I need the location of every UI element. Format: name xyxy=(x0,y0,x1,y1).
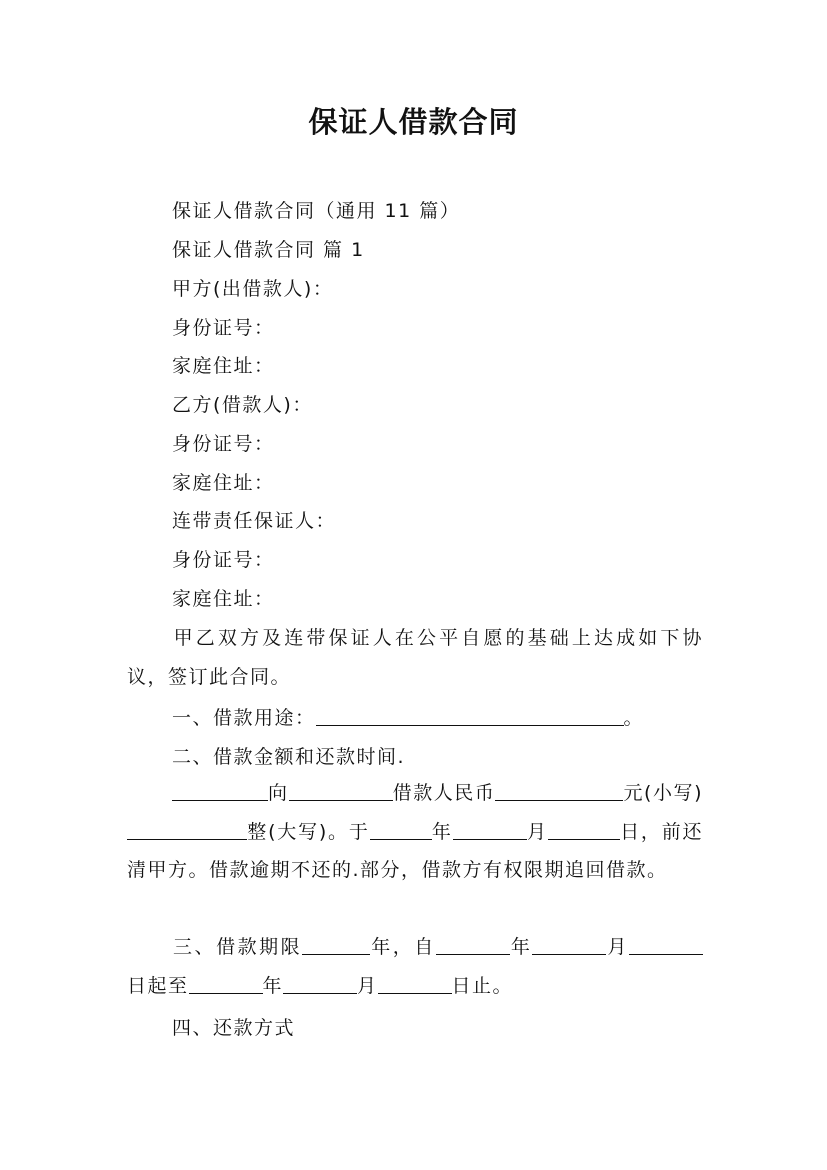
clause-2-title: 二、借款金额和还款时间. xyxy=(172,746,406,768)
clause-3-text-2: 年，自 xyxy=(370,936,436,958)
start-year-blank xyxy=(436,936,510,955)
lender-blank xyxy=(172,782,268,801)
clause-3-text-5: 日起至 xyxy=(127,974,189,997)
end-month-blank xyxy=(283,975,357,994)
clause-2-text-4: 整(大写)。于 xyxy=(247,820,370,843)
party-b-id-label: 身份证号： xyxy=(172,433,275,455)
end-year-blank xyxy=(189,975,263,994)
clause-2-text-5: 年 xyxy=(431,820,453,843)
section-heading: 保证人借款合同 篇 1 xyxy=(172,239,365,261)
borrower-blank xyxy=(289,782,393,801)
party-b-address-label: 家庭住址： xyxy=(172,472,275,494)
term-years-blank xyxy=(302,936,370,955)
start-month-blank xyxy=(532,936,606,955)
repay-year-blank xyxy=(370,821,432,840)
clause-2-text-6: 月 xyxy=(526,820,548,843)
clause-2-text-7: 日，前还清甲方。借款逾期不还的.部分，借款方有权限期追回借款。 xyxy=(127,820,703,882)
clause-4-title: 四、还款方式 xyxy=(172,1017,296,1039)
clause-2-paragraph xyxy=(127,774,703,890)
subtitle-line: 保证人借款合同（通用 11 篇） xyxy=(172,200,461,222)
clause-2-text-3: 元(小写) xyxy=(623,782,703,804)
start-day-blank xyxy=(629,936,703,955)
clause-3-paragraph xyxy=(127,928,703,1005)
guarantor-id-label: 身份证号： xyxy=(172,549,275,571)
clause-2-text-2: 借款人民币 xyxy=(392,782,496,804)
amount-figures-blank xyxy=(495,782,623,801)
intro-text: 甲乙双方及连带保证人在公平自愿的基础上达成如下协议，签订此合同。 xyxy=(127,627,703,688)
purpose-blank xyxy=(316,707,624,726)
clause-3-text-3: 年 xyxy=(509,936,533,958)
repay-day-blank xyxy=(548,821,620,840)
guarantor-address-label: 家庭住址： xyxy=(172,588,275,610)
amount-words-blank xyxy=(127,821,247,840)
intro-paragraph xyxy=(127,619,703,696)
party-a-id-label: 身份证号： xyxy=(172,317,275,339)
repay-month-blank xyxy=(453,821,527,840)
clause-2-text-1: 向 xyxy=(268,782,289,804)
end-day-blank xyxy=(378,975,452,994)
clause-1-end: 。 xyxy=(623,707,645,729)
clause-3-text-6: 年 xyxy=(262,974,284,997)
clause-3-text-7: 月 xyxy=(357,974,378,997)
party-b-label: 乙方(借款人)： xyxy=(172,394,313,416)
clause-3-text-8: 日止。 xyxy=(451,974,514,997)
party-a-address-label: 家庭住址： xyxy=(172,355,275,377)
guarantor-label: 连带责任保证人： xyxy=(172,510,337,532)
document-title: 保证人借款合同 xyxy=(308,105,519,139)
clause-1-label: 一、借款用途： xyxy=(172,707,316,729)
clause-1 xyxy=(172,705,644,731)
party-a-label: 甲方(出借款人)： xyxy=(172,278,334,300)
clause-3-text-1: 三、借款期限 xyxy=(172,936,303,958)
clause-3-text-4: 月 xyxy=(606,936,629,958)
